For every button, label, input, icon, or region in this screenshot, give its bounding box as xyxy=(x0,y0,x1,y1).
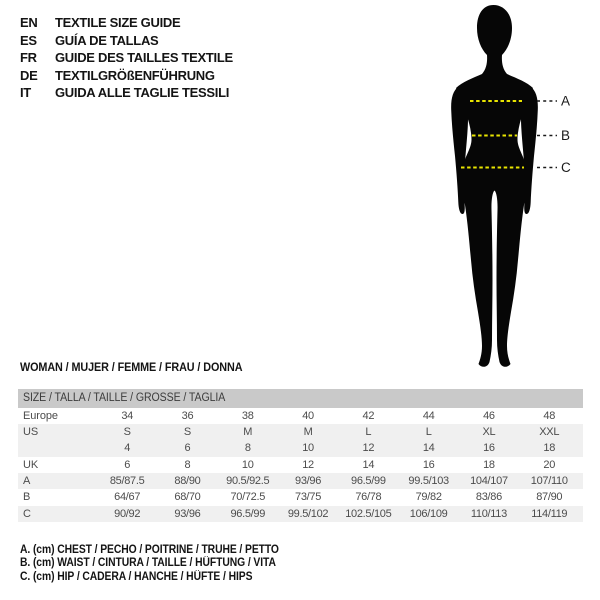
size-table xyxy=(18,389,583,522)
size-cell: M xyxy=(303,426,313,439)
language-code: ES xyxy=(20,32,37,48)
marker-label-a: A xyxy=(561,93,571,109)
gender-heading: WOMAN / MUJER / FEMME / FRAU / DONNA xyxy=(20,362,243,374)
size-cell: 12 xyxy=(302,458,314,471)
size-cell: 40 xyxy=(302,409,314,422)
table-row xyxy=(18,457,583,473)
size-cell: 10 xyxy=(302,442,314,455)
size-cell: 90.5/92.5 xyxy=(226,475,270,488)
marker-label-c: C xyxy=(561,160,571,175)
woman-silhouette-figure xyxy=(440,0,600,380)
size-cell: 110/113 xyxy=(470,507,507,520)
size-cell: 76/78 xyxy=(355,491,382,504)
size-table-header xyxy=(18,389,583,408)
list-item xyxy=(20,67,233,85)
size-cell: 83/86 xyxy=(475,491,502,504)
guide-title-en: TEXTILE SIZE GUIDE xyxy=(55,15,181,30)
language-code: IT xyxy=(20,85,31,100)
language-code: EN xyxy=(20,15,38,30)
size-table-header-label: SIZE / TALLA / TAILLE / GRÖSSE / TAGLIA xyxy=(23,392,226,405)
size-cell: 73/75 xyxy=(295,491,322,504)
marker-label-b: B xyxy=(561,128,571,143)
size-cell: 8 xyxy=(184,458,191,471)
size-cell: XXL xyxy=(539,426,560,439)
size-cell: 104/107 xyxy=(470,475,508,488)
row-label: UK xyxy=(23,458,39,471)
size-cell: 38 xyxy=(241,409,254,422)
size-cell: S xyxy=(123,426,131,439)
size-cell: 96.5/99 xyxy=(230,507,266,520)
size-cell: 14 xyxy=(362,458,375,471)
guide-title-fr: GUIDE DES TAILLES TEXTILE xyxy=(55,50,233,65)
size-cell: 93/96 xyxy=(174,507,201,520)
language-code: DE xyxy=(20,67,38,83)
size-cell: 93/96 xyxy=(295,475,322,488)
table-row xyxy=(18,408,583,424)
size-cell: 10 xyxy=(241,458,254,471)
size-cell: 36 xyxy=(181,409,194,422)
size-cell: L xyxy=(425,426,432,439)
size-cell: 106/109 xyxy=(409,507,448,520)
guide-title-es: GUÍA DE TALLAS xyxy=(55,32,159,48)
size-cell: 34 xyxy=(121,409,133,422)
row-label: B xyxy=(23,491,31,504)
size-cell: 6 xyxy=(124,458,131,471)
table-row xyxy=(18,473,583,489)
table-row xyxy=(18,424,583,440)
size-cell: M xyxy=(243,426,253,439)
list-item xyxy=(20,32,233,50)
size-cell: 90/92 xyxy=(114,507,141,520)
size-cell: 99.5/102 xyxy=(287,507,329,520)
row-label: C xyxy=(23,507,31,520)
size-cell: S xyxy=(183,426,191,439)
size-cell: 18 xyxy=(543,442,556,455)
size-cell: 64/67 xyxy=(114,491,141,504)
size-cell: 68/70 xyxy=(174,491,201,504)
size-cell: 6 xyxy=(184,442,191,455)
size-cell: 16 xyxy=(483,442,495,455)
size-table-rows xyxy=(18,408,583,522)
size-cell: 18 xyxy=(483,458,495,471)
size-cell: 70/72.5 xyxy=(230,491,266,504)
size-cell: 46 xyxy=(483,409,495,422)
language-code: FR xyxy=(20,50,37,65)
row-label: US xyxy=(23,426,39,439)
body-silhouette xyxy=(456,5,533,367)
guide-title-it: GUIDA ALLE TAGLIE TESSILI xyxy=(55,85,230,100)
size-cell: 88/90 xyxy=(174,475,201,488)
size-cell: 114/119 xyxy=(531,507,568,520)
size-cell: 107/110 xyxy=(530,475,568,488)
row-label: Europe xyxy=(23,409,58,422)
list-item xyxy=(20,84,233,102)
legend-hip: C. (cm) HIP / CADERA / HANCHE / HÜFTE / HIPS xyxy=(20,570,253,583)
size-cell: 20 xyxy=(543,458,556,471)
language-guide-list xyxy=(20,14,233,102)
guide-title-de: TEXTILGRÖßENFÜHRUNG xyxy=(55,67,215,83)
size-cell: 102.5/105 xyxy=(345,507,392,520)
size-cell: 48 xyxy=(543,409,556,422)
size-cell: 16 xyxy=(422,458,435,471)
table-row xyxy=(18,489,583,505)
table-row xyxy=(18,440,583,456)
size-cell: 4 xyxy=(124,442,131,455)
size-cell: 85/87.5 xyxy=(109,475,145,488)
list-item xyxy=(20,49,233,67)
size-cell: L xyxy=(365,426,372,439)
size-cell: 87/90 xyxy=(536,491,563,504)
size-cell: 96.5/99 xyxy=(351,475,386,488)
measure-legend xyxy=(20,544,308,584)
size-cell: 42 xyxy=(362,409,375,422)
list-item xyxy=(20,14,233,32)
size-cell: XL xyxy=(482,426,496,439)
legend-waist: B. (cm) WAIST / CINTURA / TAILLE / HÜFTUNG / VITA xyxy=(20,557,276,570)
row-label: A xyxy=(23,475,31,488)
size-cell: 99.5/103 xyxy=(408,475,449,488)
legend-chest: A. (cm) CHEST / PECHO / POITRINE / TRUHE / PETTO xyxy=(20,544,279,556)
size-cell: 12 xyxy=(362,442,375,455)
size-cell: 14 xyxy=(422,442,435,455)
size-cell: 79/82 xyxy=(415,491,442,504)
table-row xyxy=(18,506,583,522)
size-cell: 44 xyxy=(422,409,435,422)
size-cell: 8 xyxy=(244,442,251,455)
